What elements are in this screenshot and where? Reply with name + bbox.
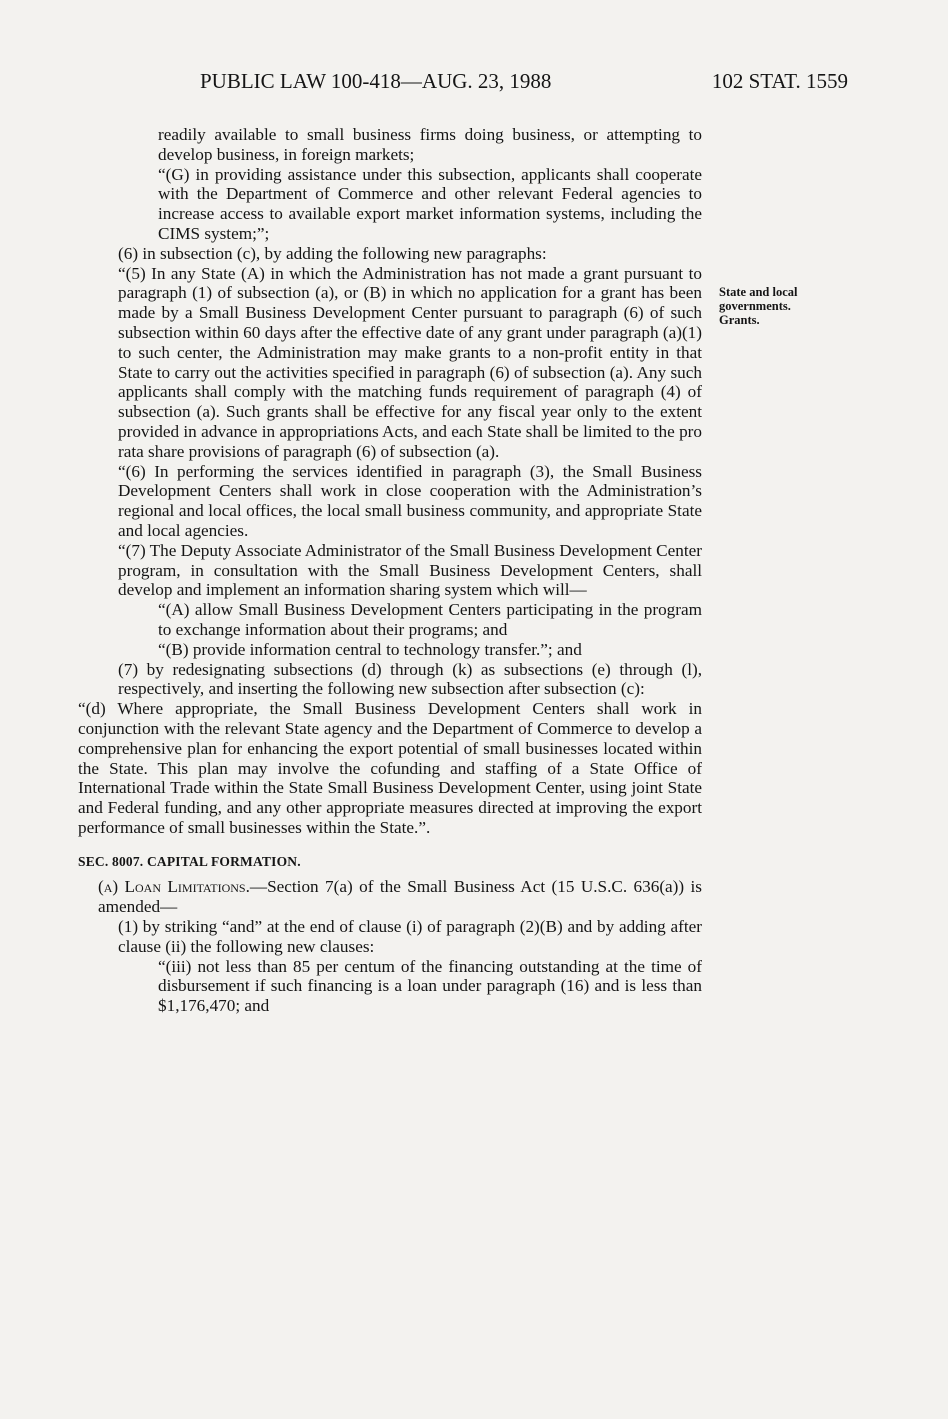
clause-iii: “(iii) not less than 85 per centum of the financing outstanding at the time of disbursement if such financing is a loan under paragraph (16) and is less than $1,176,470; and <box>158 956 702 1016</box>
header-stat-page: 102 STAT. 1559 <box>711 69 848 93</box>
margin-note-line: Grants. <box>719 313 760 327</box>
subsection-a-loan-limitations <box>78 877 702 917</box>
paragraph-7-info-sharing: “(7) The Deputy Associate Administrator of the Small Business Development Center program, in consultation with the Small Business Development Centers, shall develop and implement an information sharing system which will— <box>118 540 702 600</box>
paragraph-5-grants: “(5) In any State (A) in which the Administration has not made a grant pursuant to paragraph (1) of subsection (a), or (B) in which no application for a grant has been made by a Small Business Development Center pursuant to paragraph (6) of such subsection within 60 days after the effective date of any grant under paragraph (a)(1) to such center, the Administration may make grants to a non-profit entity in that State to carry out the activities specified in paragraph (6) of subsection (a). Any such applicants shall comply with the matching funds requirement of paragraph (4) of subsection (a). Such grants shall be effective for any fiscal year only to the extent provided in advance in appropriations Acts, and each State shall be limited to the pro rata share provisions of paragraph (6) of subsection (a). <box>118 263 702 461</box>
paragraph-6: (6) in subsection (c), by adding the following new paragraphs: <box>118 243 547 263</box>
paragraph-continuation: readily available to small business firms doing business, or attempting to develop business, in foreign markets; <box>158 125 702 164</box>
subsection-d: “(d) Where appropriate, the Small Business Development Centers shall work in conjunction with the relevant State agency and the Department of Commerce to develop a comprehensive plan for enhancing the export potential of small businesses located within the State. This plan may involve the cofunding and staffing of a State Office of International Trade within the State Small Business Development Center, using joint State and Federal funding, and any other appropriate measures directed at improving the export performance of small businesses within the State.”. <box>78 699 702 837</box>
paragraph-g: “(G) in providing assistance under this subsection, applicants shall cooperate with the Department of Commerce and other relevant Federal agencies to increase access to available export market information systems, including the CIMS system;”; <box>158 164 702 243</box>
clause-a: “(A) allow Small Business Development Centers participating in the program to exchange information about their programs; and <box>158 600 702 639</box>
header-public-law: PUBLIC LAW 100-418—AUG. 23, 1988 <box>200 69 552 93</box>
paragraph-1-striking: (1) by striking “and” at the end of clause (i) of paragraph (2)(B) and by adding after clause (ii) the following new clauses: <box>118 917 702 956</box>
paragraph-6-services: “(6) In performing the services identified in paragraph (3), the Small Business Development Centers shall work in close cooperation with the Administration’s regional and local offices, the local small business community, and appropriate State and local agencies. <box>118 461 702 540</box>
section-heading: SEC. 8007. CAPITAL FORMATION. <box>78 853 301 869</box>
subsection-title: (a) Loan Limitations. <box>98 877 250 897</box>
subsection-body: —Section 7(a) of the Small Business Act (15 U.S.C. 636(a)) is amended— <box>98 877 702 917</box>
margin-note <box>719 285 849 327</box>
clause-b: “(B) provide information central to technology transfer.”; and <box>158 639 582 659</box>
paragraph-7-redesignating: (7) by redesignating subsections (d) through (k) as subsections (e) through (l), respectively, and inserting the following new subsection after subsection (c): <box>118 659 702 699</box>
body-text <box>78 125 702 1016</box>
margin-note-line: State and local <box>719 285 798 299</box>
margin-note-line: governments. <box>719 299 791 313</box>
